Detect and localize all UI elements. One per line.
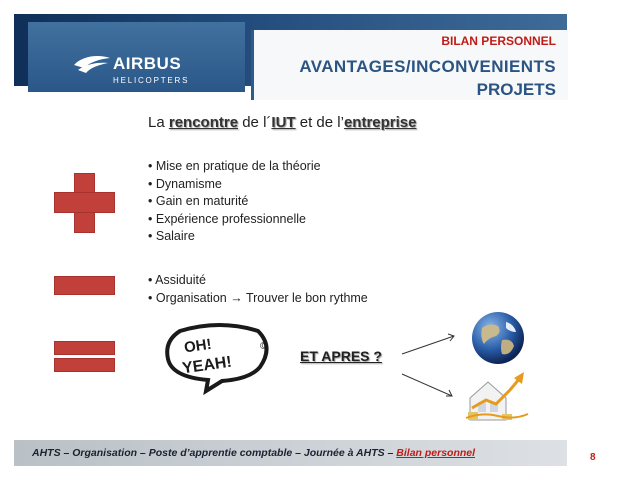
title-badge: [251, 30, 568, 100]
equals-icon-bottom: [54, 358, 115, 372]
list-item: • Mise en pratique de la théorie: [148, 158, 321, 176]
minus-icon: [54, 276, 115, 295]
bubble-mark: ©: [260, 341, 268, 352]
page-number: 8: [590, 452, 596, 463]
slide-title-line2: PROJETS: [476, 80, 556, 99]
oh-yeah-bubble: [162, 323, 278, 393]
footer-text: [32, 447, 475, 459]
footer-bar: [14, 440, 567, 466]
house-growth-icon: [462, 368, 532, 424]
plus-icon-horizontal: [54, 192, 115, 213]
list-item: • Organisation → Trouver le bon rythme: [148, 290, 368, 308]
et-apres-question: ET APRES ?: [300, 348, 382, 364]
list-item: • Gain en maturité: [148, 193, 321, 211]
advantages-list: [148, 158, 321, 246]
brand-name: AIRBUS: [113, 54, 182, 73]
bubble-line2: YEAH!: [181, 353, 233, 378]
bubble-line1: OH!: [183, 335, 213, 357]
list-item: • Dynamisme: [148, 176, 321, 194]
footer-breadcrumb: AHTS – Organisation – Poste d’apprentie comptable – Journée à AHTS –: [32, 447, 397, 459]
list-item: • Salaire: [148, 228, 321, 246]
keyword-iut: IUT: [271, 114, 296, 131]
airbus-logo-icon: [72, 52, 112, 76]
disadvantages-list: [148, 272, 368, 307]
intro-text: et de l’: [295, 114, 344, 131]
intro-line: [148, 114, 417, 131]
brand-sub: HELICOPTERS: [113, 76, 190, 85]
keyword-entreprise: entreprise: [343, 114, 417, 131]
keyword-rencontre: rencontre: [168, 114, 239, 131]
intro-text: de l´: [238, 114, 272, 131]
section-subtitle: BILAN PERSONNEL: [441, 34, 556, 48]
slide-title: AVANTAGES/INCONVENIENTS: [299, 57, 556, 76]
equals-icon-top: [54, 341, 115, 355]
slide-header: [14, 14, 567, 99]
intro-text: La: [148, 114, 169, 131]
footer-highlight: Bilan personnel: [396, 447, 476, 459]
globe-icon: [470, 310, 526, 366]
list-item: • Assiduité: [148, 272, 368, 290]
list-item: • Expérience professionnelle: [148, 211, 321, 229]
arrows-icon: [398, 330, 460, 400]
